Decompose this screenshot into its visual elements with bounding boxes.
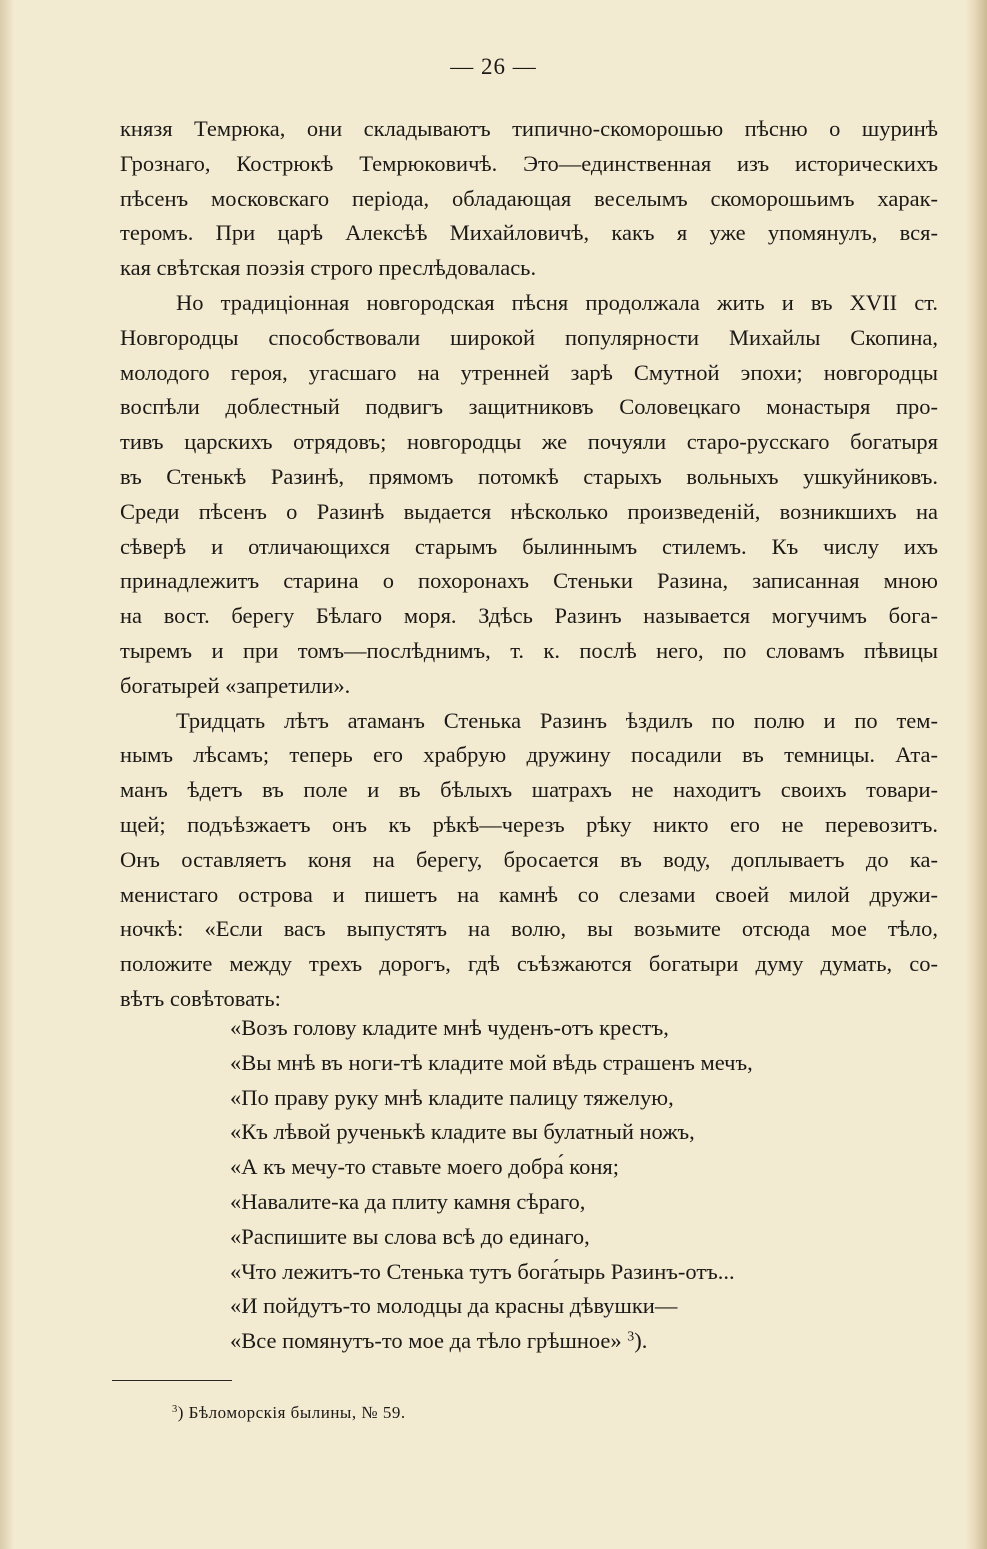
footnote-marker: 3 [172,1404,178,1416]
poem-line: «И пойдутъ-то молодцы да красны дѣвушки— [230,1293,678,1319]
page-number: — 26 — [450,54,537,79]
page-edge-left [0,0,14,1549]
paragraph-3 [120,704,938,1017]
footnote-divider [112,1380,232,1381]
poem-line: «Возъ голову кладите мнѣ чуденъ-отъ крестъ, [230,1015,669,1040]
paragraph-2 [120,286,938,704]
text-line: Онъ оставляетъ коня на берегу, бросается въ воду, доплываетъ до ка- [120,846,938,872]
text-line: Тридцать лѣтъ атаманъ Стенька Разинъ ѣздилъ по полю и по тем- [176,707,938,733]
footnote [172,1403,406,1423]
poem-line: «По праву руку мнѣ кладите палицу тяжелую, [230,1084,674,1110]
body-text [120,112,938,1017]
poem [230,1011,910,1359]
text-line: князя Темрюка, они складываютъ типично-скоморошью пѣсню о шуринѣ [120,116,938,141]
text-line: Грознаго, Кострюкѣ Темрюковичѣ. Это—единственная изъ историческихъ [120,150,938,176]
page-edge-right [965,0,987,1549]
poem-line-end: ). [634,1328,648,1354]
text-line: сѣверѣ и отличающихся старымъ былиннымъ стилемъ. Къ числу ихъ [120,533,938,559]
text-line: пѣсенъ московскаго періода, обладающая веселымъ скоморошьимъ харак- [120,185,938,211]
text-line: Новгородцы способствовали широкой популярности Михайлы Скопина, [120,324,938,350]
text-line: Но традиціонная новгородская пѣсня продолжала жить и въ XVII ст. [176,289,938,315]
footnote-reference[interactable]: 3 [627,1329,635,1345]
text-line: нымъ лѣсамъ; теперь его храбрую дружину посадили въ темницы. Ата- [120,742,938,768]
text-line: въ Стенькѣ Разинѣ, прямомъ потомкѣ старыхъ вольныхъ ушкуйниковъ. [120,463,938,489]
poem-line: «Вы мнѣ въ ноги-тѣ кладите мой вѣдь страшенъ мечъ, [230,1049,753,1075]
text-line: богатырей «запретили». [120,672,351,698]
text-line: щей; подъѣзжаетъ онъ къ рѣкѣ—черезъ рѣку никто его не перевозитъ. [120,811,938,837]
text-line: тивъ царскихъ отрядовъ; новгородцы же почуяли старо-русскаго богатыря [120,429,938,455]
footnote-text: ) Бѣломорскія былины, № 59. [177,1403,406,1422]
text-line: воспѣли доблестный подвигъ защитниковъ Соловецкаго монастыря про- [120,394,938,420]
poem-line: «А къ мечу-то ставьте моего добра́ коня; [230,1154,619,1180]
text-line: Среди пѣсенъ о Разинѣ выдается нѣсколько произведеній, возникшихъ на [120,498,938,524]
text-line: ночкѣ: «Если васъ выпустятъ на волю, вы возьмите отсюда мое тѣло, [120,916,938,942]
poem-line: «Что лежитъ-то Стенька тутъ бога́тырь Разинъ-отъ... [230,1258,735,1284]
poem-line: «Къ лѣвой рученькѣ кладите вы булатный ножъ, [230,1119,695,1145]
text-line: тыремъ и при томъ—послѣднимъ, т. к. послѣ него, по словамъ пѣвицы [120,637,938,663]
paragraph-1 [120,112,938,286]
text-line: менистаго острова и пишетъ на камнѣ со слезами своей милой дружи- [120,881,938,907]
poem-line: «Распишите вы слова всѣ до единаго, [230,1223,590,1249]
text-line: принадлежитъ старина о похоронахъ Стеньки Разина, записанная мною [120,568,938,594]
text-line: манъ ѣдетъ въ поле и въ бѣлыхъ шатрахъ не находитъ своихъ товари- [120,777,938,803]
text-line: на вост. берегу Бѣлаго моря. Здѣсь Разинъ называется могучимъ бога- [120,603,938,629]
text-line: молодого героя, угасшаго на утренней зарѣ Смутной эпохи; новгородцы [120,359,938,385]
text-line: вѣтъ совѣтовать: [120,985,281,1011]
text-line: теромъ. При царѣ Алексѣѣ Михайловичѣ, какъ я уже упомянулъ, вся- [120,220,938,246]
poem-line-text: «Все помянутъ-то мое да тѣло грѣшное» [230,1328,622,1354]
poem-last-line [230,1324,910,1359]
text-line: положите между трехъ дорогъ, гдѣ съѣзжаются богатыри думу думать, со- [120,951,938,977]
poem-line: «Навалите-ка да плиту камня сѣраго, [230,1188,586,1214]
text-line: кая свѣтская поэзія строго преслѣдовалась. [120,255,537,281]
